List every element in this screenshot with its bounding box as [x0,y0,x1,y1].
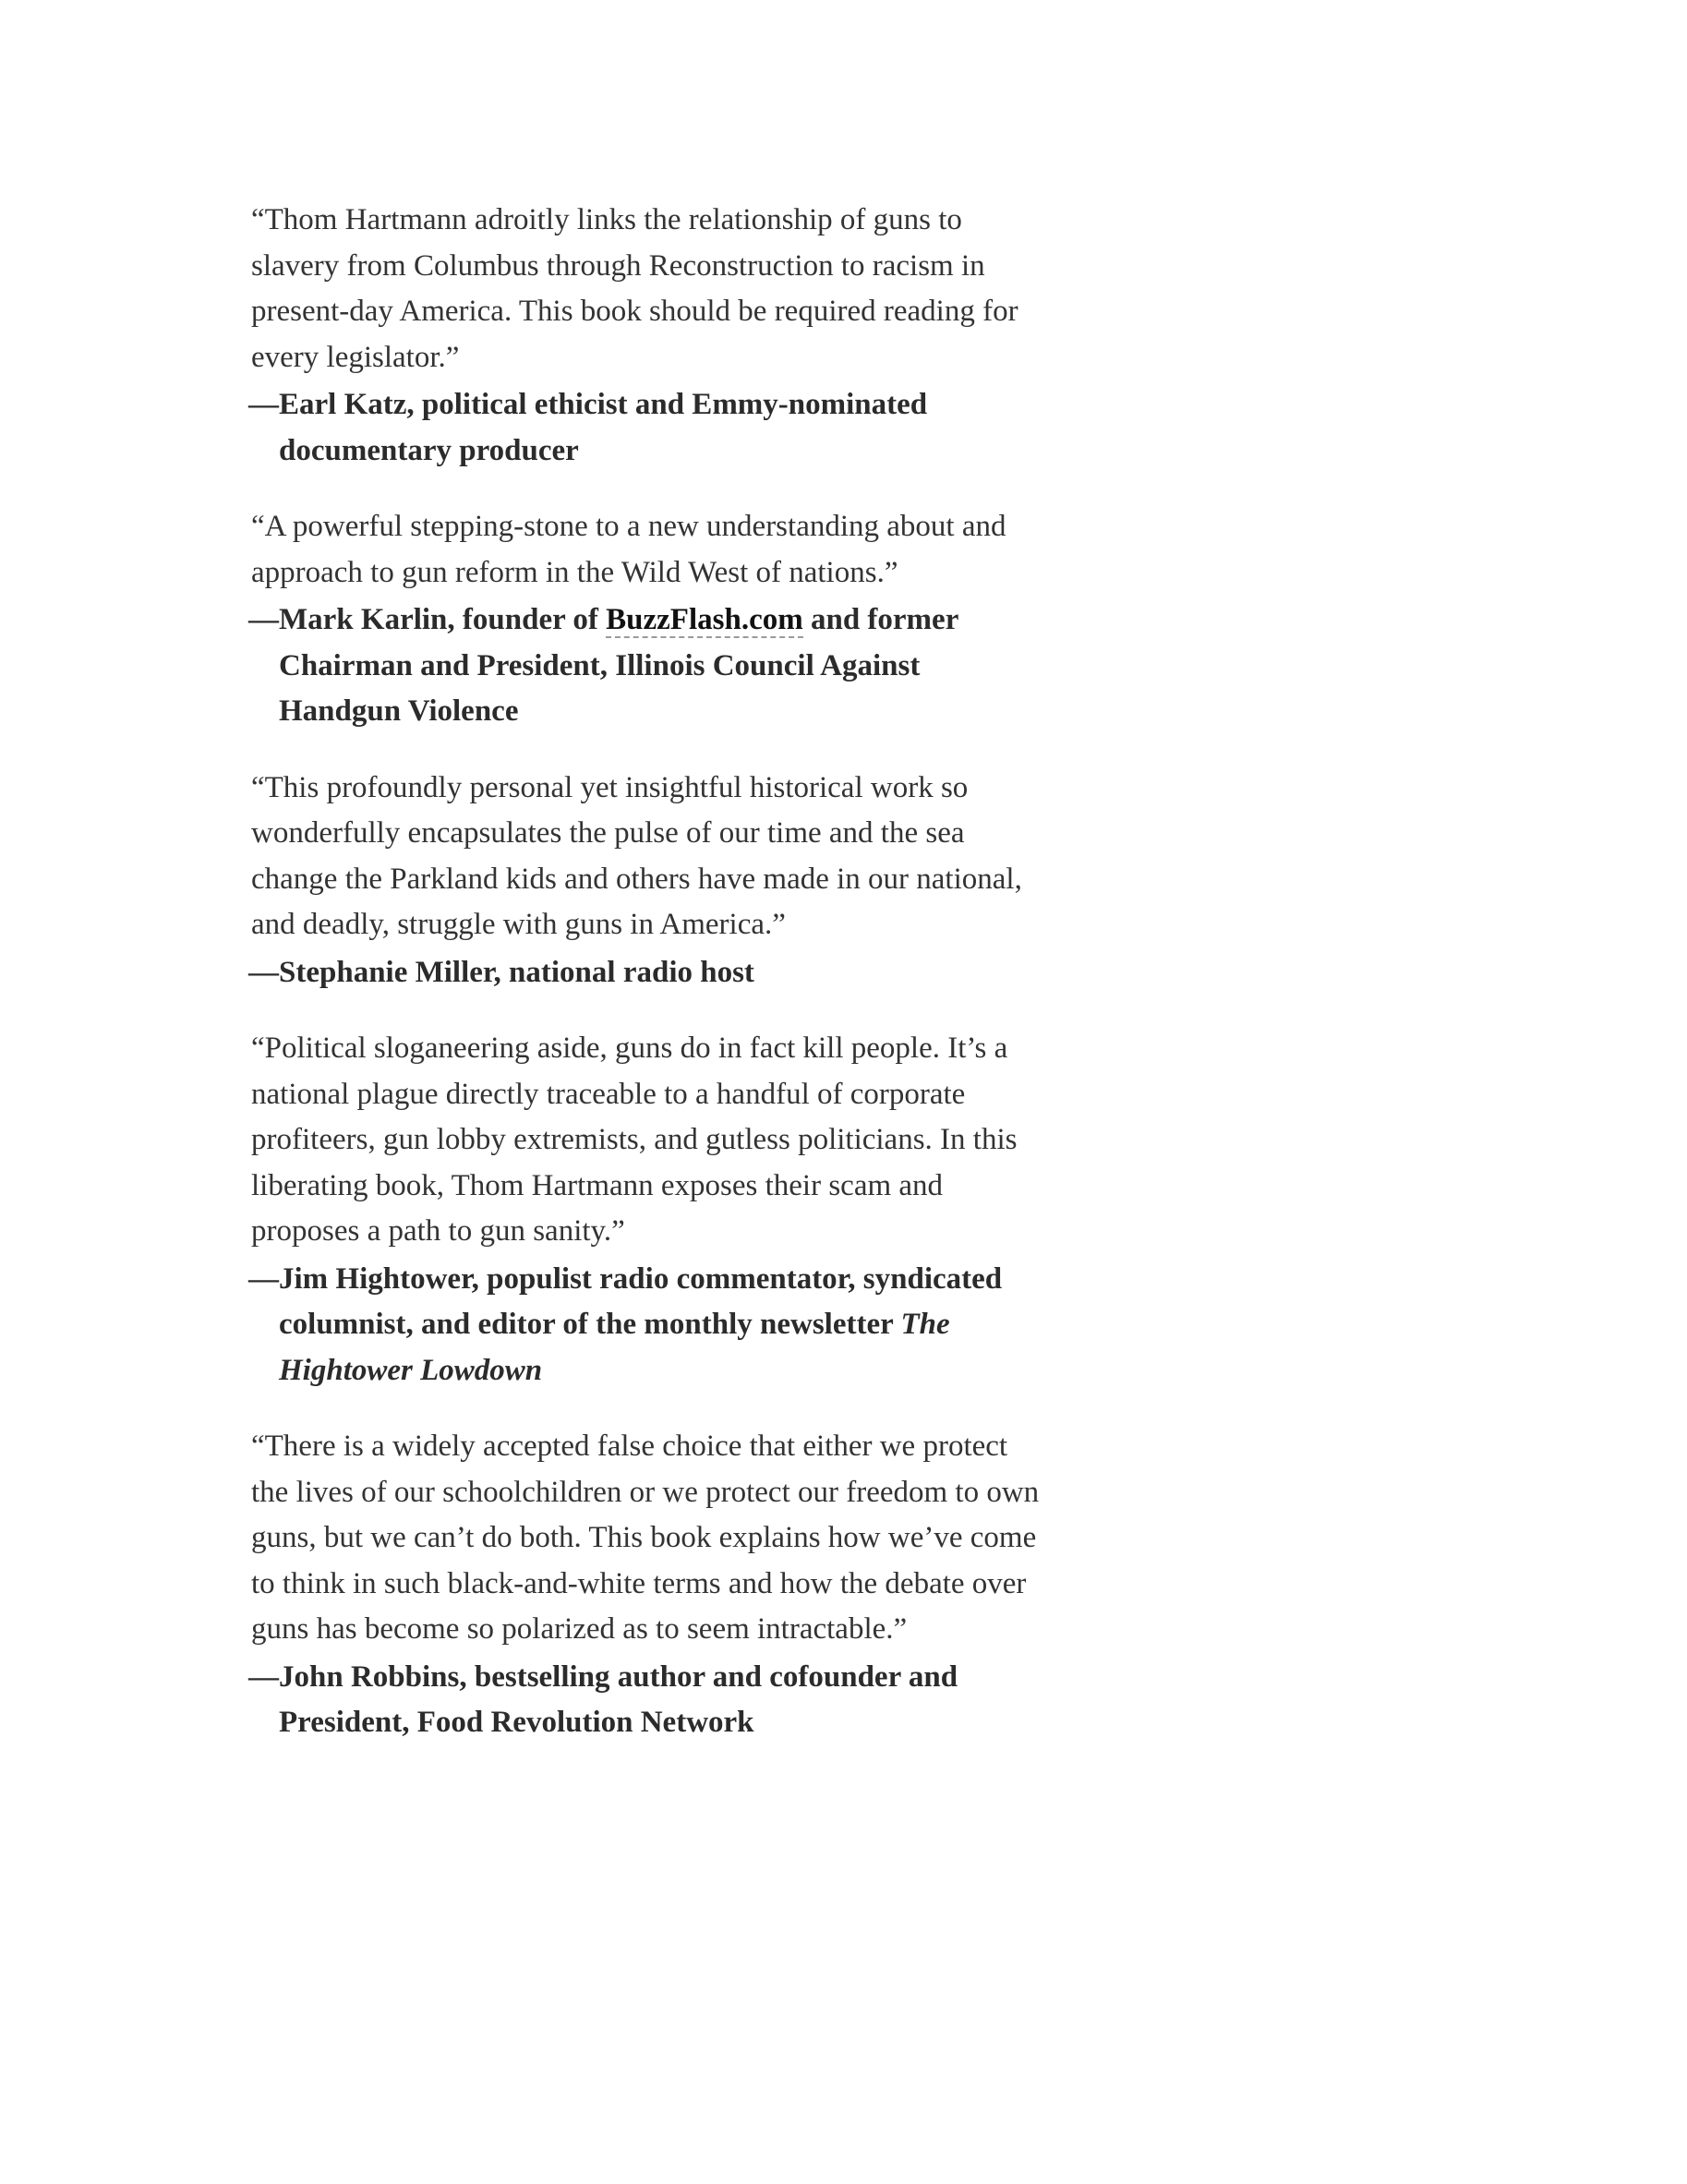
blurb-quote: “A powerful stepping-stone to a new understanding about and approach to gun reform in the Wild West of nations.” [251,510,1006,589]
blurb-attribution [248,1257,1045,1394]
attribution-text: —Jim Hightower, populist radio commentator, syndicated columnist, and editor of the monthly newsletter [248,1261,1003,1341]
attribution-text: —Mark Karlin, founder of [248,603,607,636]
praise-column [248,198,1045,1777]
newsletter-title: The Hightower Lowdown [279,1308,950,1387]
blurb-quote: “There is a widely accepted false choice that either we protect the lives of our schoolchildren or we protect our freedom to own guns, but we can’t do both. This book explains how we’ve come to think in such black-and-white terms and how the debate over guns has become so polarized as to seem intractable.” [251,1430,1040,1646]
blurb-quote: “Political sloganeering aside, guns do in fact kill people. It’s a national plague directly traceable to a handful of corporate profiteers, gun lobby extremists, and gutless politicians. In this liberating book, Thom Hartmann exposes their scam and proposes a path to gun sanity.” [251,1032,1018,1248]
praise-blurb [248,1026,1045,1394]
buzzflash-link[interactable]: BuzzFlash.com [606,603,803,636]
blurb-attribution: —John Robbins, bestselling author and cofounder and President, Food Revolution Network [248,1659,958,1739]
blurb-quote: “Thom Hartmann adroitly links the relationship of guns to slavery from Columbus through Reconstruction to racism in present-day America. This book should be required reading for every legislator.” [251,203,1018,374]
praise-blurb [248,1424,1045,1746]
praise-blurb [248,766,1045,996]
blurb-attribution: —Stephanie Miller, national radio host [248,955,754,989]
blurb-attribution: —Earl Katz, political ethicist and Emmy-nominated documentary producer [248,388,928,467]
praise-blurb [248,198,1045,474]
praise-blurb [248,504,1045,735]
attribution-text: and former Chairman and President, Illinois Council Against Handgun Violence [279,603,958,728]
blurb-quote: “This profoundly personal yet insightful historical work so wonderfully encapsulates the pulse of our time and the sea change the Parkland kids and others have made in our national, and deadly, struggle with guns in America.” [251,770,1022,941]
blurb-attribution [248,597,1045,735]
